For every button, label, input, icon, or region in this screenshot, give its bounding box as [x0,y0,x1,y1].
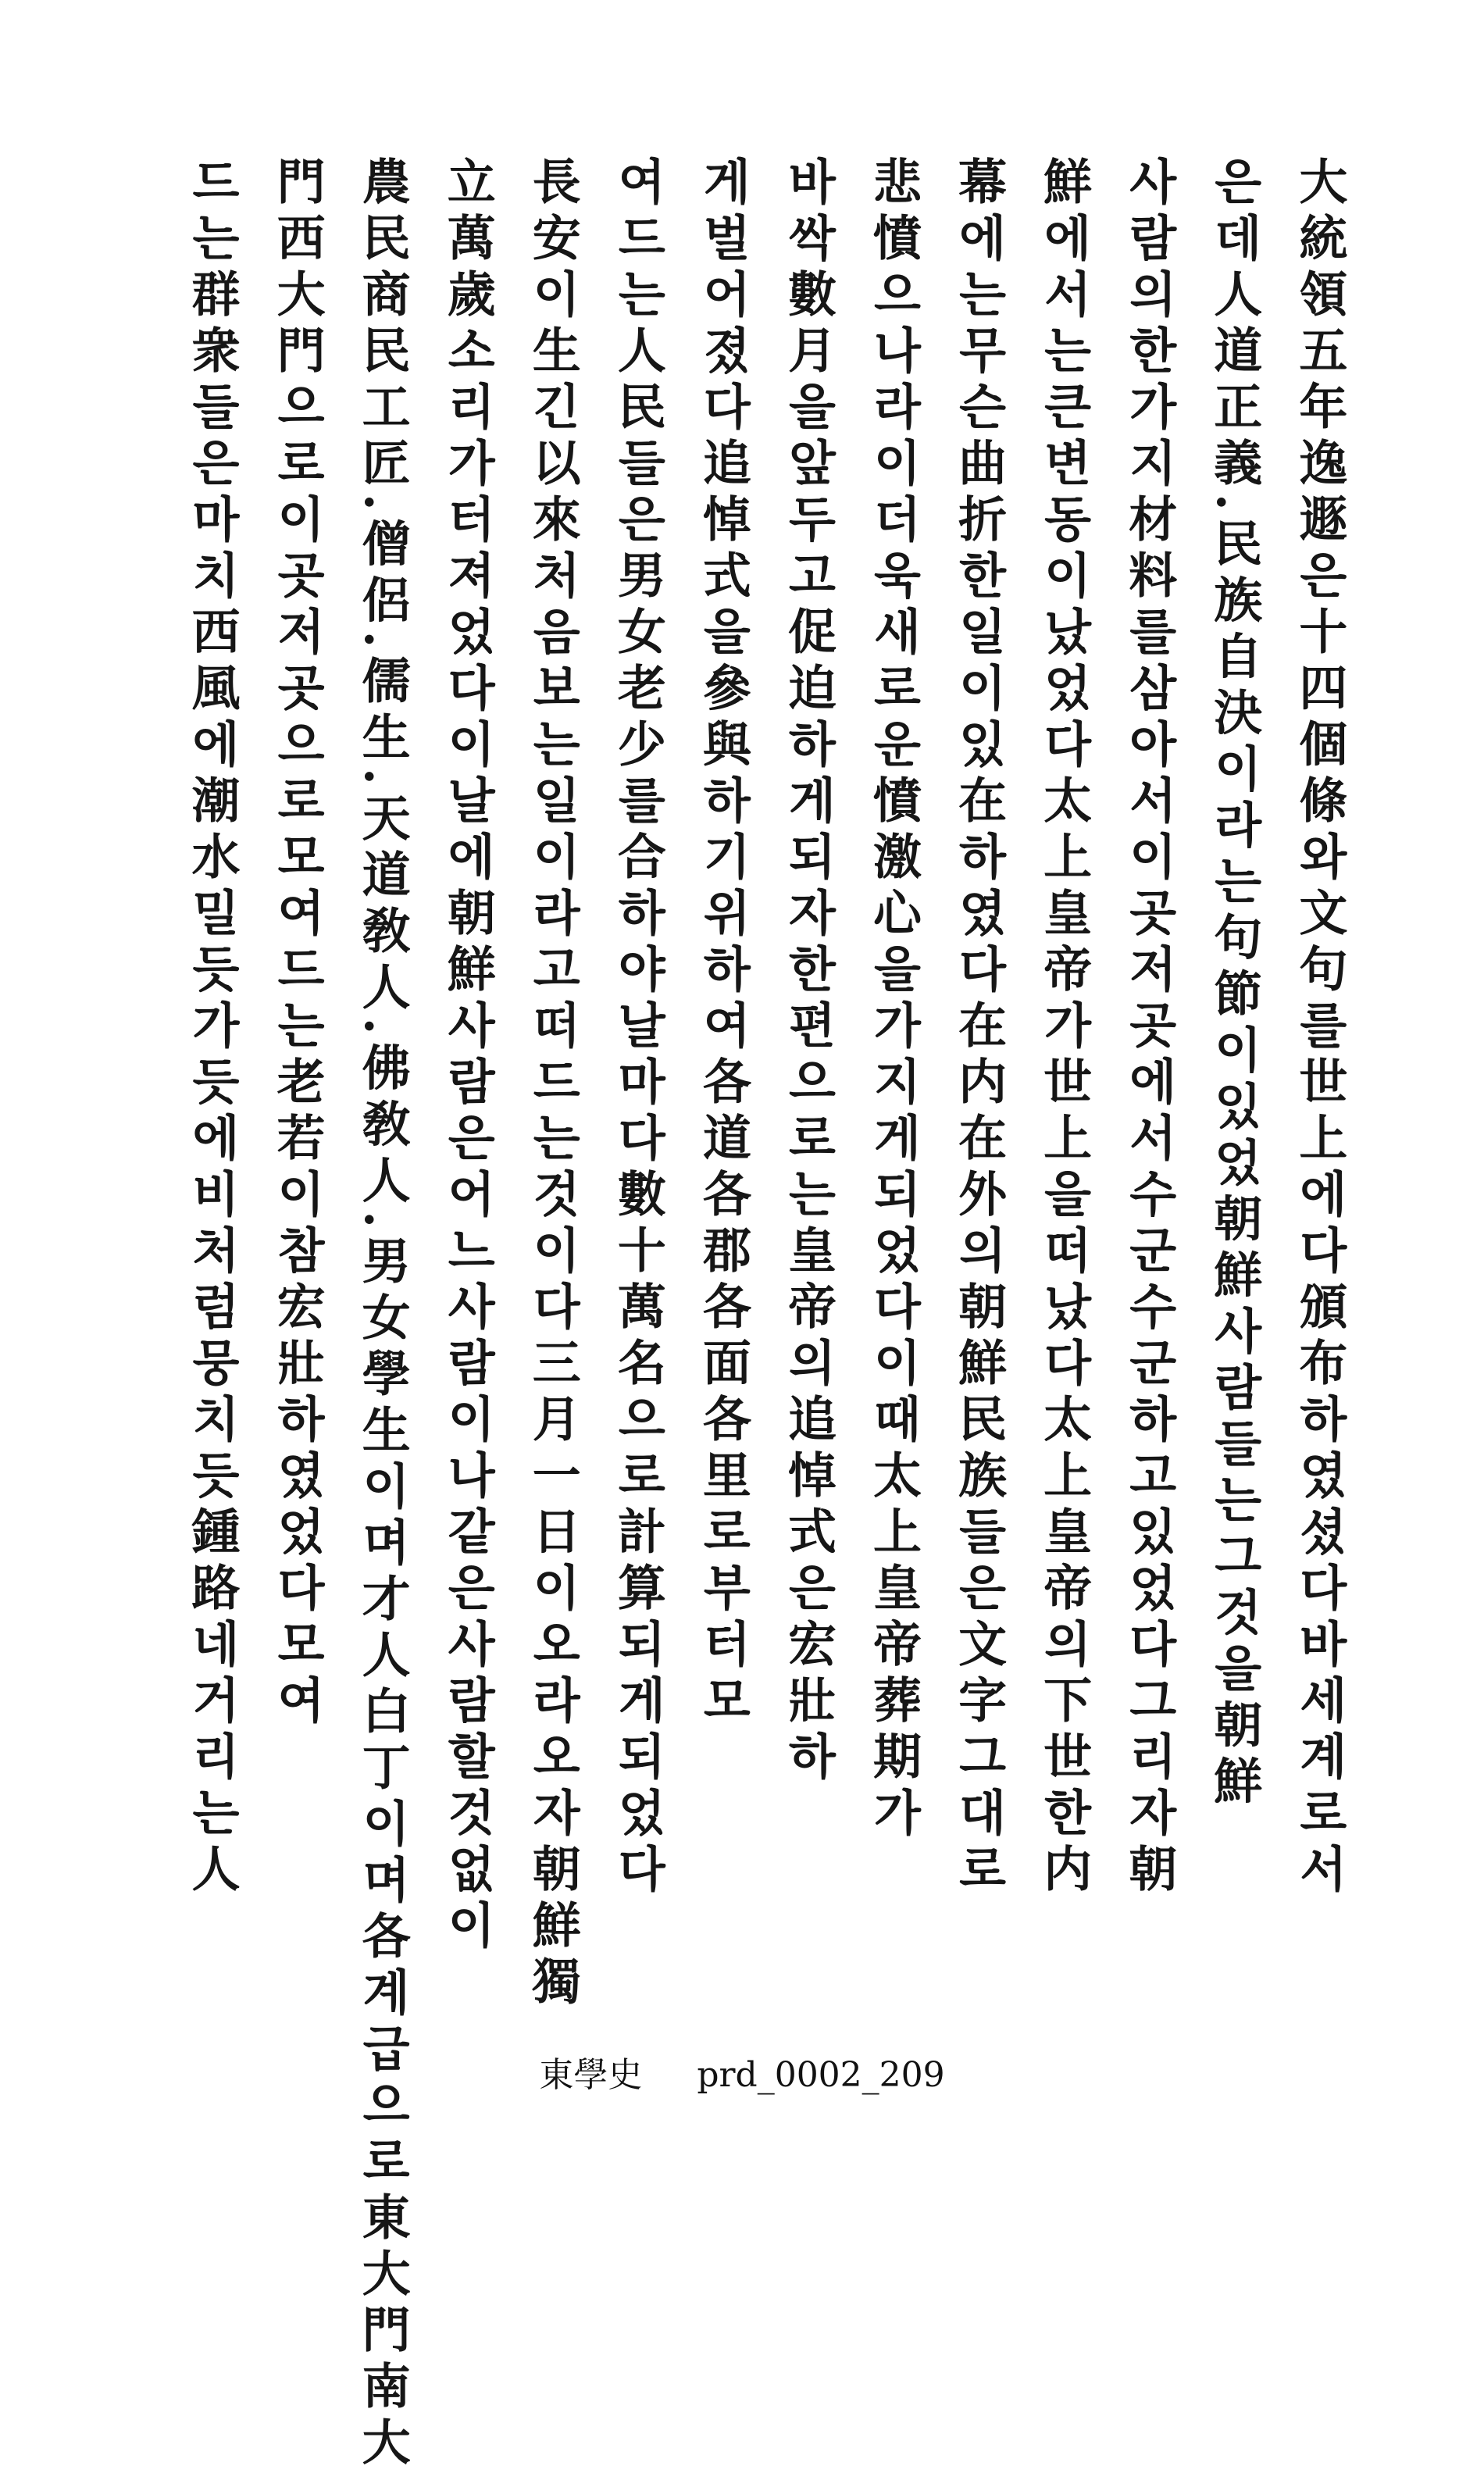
text-column-14: 드는群衆들은마치西風에潮水밀듯가듯에비처럼뭉치듯鍾路네거리는人 [184,156,241,1900]
text-column-8: 게벌어졌다追悼式을參與하기위하여各道各郡各面各里로부터모 [694,156,752,1731]
text-column-13: 門西大門으로이곳저곳으로모여드는老若이참宏壯하였었다모여 [269,156,326,1731]
page-footer [0,2047,1484,2097]
text-column-11: 立萬歲소리가터져었다이날에朝鮮사람은어느사람이나같은사람할것없이 [439,156,497,1956]
text-column-2: 은데人道正義.民族自決이라는句節이있었朝鮮사람들는그것을朝鮮 [1205,156,1263,1812]
text-column-4: 鮮에서는큰변동이났었다太上皇帝가世上을떠났다太上皇帝의下世한内 [1035,156,1093,1900]
text-column-12: 農民商民工匠.僧侶.儒生.天道敎人.佛敎人.男女學生이며才人白丁이며各계급으로東大門南大 [354,156,412,2473]
text-column-7: 바싹數月을앞두고促迫하게되자한편으로는皇帝의追悼式은宏壯하 [779,156,837,1787]
text-column-1: 大統領五年逸遯은十四個條와文句를世上에다頒布하였셨다바세계로서 [1290,156,1348,1900]
text-column-6: 悲憤으나라이더욱새로운憤激心을가지게되었다이때太上皇帝葬期가 [865,156,922,1843]
text-column-5: 幕에는무슨曲折한일이있在하였다在内在外의朝鮮民族들은文字그대로 [950,156,1008,1900]
text-column-10: 長安이生긴以來처음보는일이라고떠드는것이다三月一日이오라오자朝鮮獨 [524,156,582,2012]
text-column-3: 사람의한가지材料를삼아서이곳저곳에서수군수군하고있었다그리자朝 [1120,156,1178,1900]
book-title: 東學史 [539,2055,643,2095]
page-id: prd_0002_209 [697,2055,945,2095]
text-column-9: 여드는人民들은男女老少를合하야날마다數十萬名으로計算되게되었다 [609,156,667,1900]
